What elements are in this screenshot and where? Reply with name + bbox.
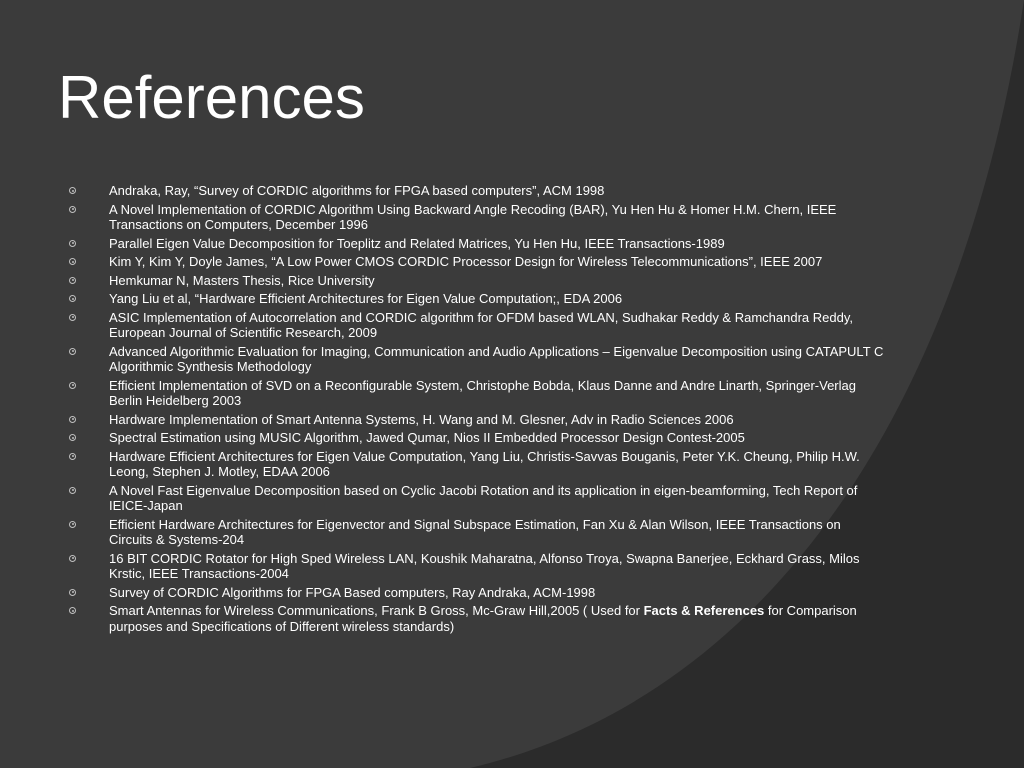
- circle-dot-icon: [69, 295, 76, 302]
- reference-text: Hardware Implementation of Smart Antenna Systems, H. Wang and M. Glesner, Adv in Radio Sciences 2006: [109, 411, 734, 427]
- reference-text: 16 BIT CORDIC Rotator for High Sped Wireless LAN, Koushik Maharatna, Alfonso Troya, Swapna Banerjee, Eckhard Grass, Milos Krstic, IEEE Transactions-2004: [109, 550, 860, 581]
- reference-item: [67, 291, 887, 307]
- reference-text: Smart Antennas for Wireless Communications, Frank B Gross, Mc-Graw Hill,2005 ( Used for: [109, 603, 644, 618]
- reference-item: [67, 430, 887, 446]
- circle-dot-icon: [69, 206, 76, 213]
- circle-dot-icon: [69, 348, 76, 355]
- reference-item: [67, 378, 887, 409]
- reference-text: A Novel Fast Eigenvalue Decomposition based on Cyclic Jacobi Rotation and its application in eigen-beamforming, Tech Report of IEICE-Japan: [109, 482, 858, 513]
- circle-dot-icon: [69, 589, 76, 596]
- reference-item: [67, 517, 887, 548]
- reference-text: Hemkumar N, Masters Thesis, Rice University: [109, 272, 375, 288]
- reference-text: Andraka, Ray, “Survey of CORDIC algorithms for FPGA based computers”, ACM 1998: [109, 183, 605, 198]
- reference-bold-text: Facts & References: [643, 603, 765, 618]
- slide-title: References: [58, 64, 365, 131]
- circle-dot-icon: [69, 382, 76, 389]
- reference-item: [67, 310, 887, 341]
- reference-text: Kim Y, Kim Y, Doyle James, “A Low Power CMOS CORDIC Processor Design for Wireless Telecommunications”, IEEE 2007: [109, 254, 823, 269]
- reference-text: Efficient Hardware Architectures for Eigenvector and Signal Subspace Estimation, Fan Xu & Alan Wilson, IEEE Transactions on Circuits & Systems-204: [109, 516, 841, 547]
- circle-dot-icon: [69, 607, 76, 614]
- circle-dot-icon: [69, 240, 76, 247]
- reference-item: [67, 551, 887, 582]
- reference-text: Spectral Estimation using MUSIC Algorithm, Jawed Qumar, Nios II Embedded Processor Design Contest-2005: [109, 430, 745, 445]
- circle-dot-icon: [69, 521, 76, 528]
- reference-text: Hardware Efficient Architectures for Eigen Value Computation, Yang Liu, Christis-Savvas Bouganis, Peter Y.K. Cheung, Philip H.W. Leong, Stephen J. Motley, EDAA 2006: [109, 448, 860, 479]
- reference-text: Advanced Algorithmic Evaluation for Imaging, Communication and Audio Applications – Eigenvalue Decomposition using CATAPULT C Algorithmic Synthesis Methodology: [109, 343, 884, 374]
- reference-text: Yang Liu et al, “Hardware Efficient Architectures for Eigen Value Computation;, EDA 2006: [109, 291, 623, 306]
- reference-item: [67, 412, 887, 428]
- reference-item: [67, 449, 887, 480]
- circle-dot-icon: [69, 314, 76, 321]
- reference-item: [67, 202, 887, 233]
- reference-item: [67, 603, 887, 634]
- reference-item: [67, 254, 887, 270]
- reference-text: Efficient Implementation of SVD on a Reconfigurable System, Christophe Bobda, Klaus Danne and Andre Linarth, Springer-Verlag Berlin Heidelberg 2003: [109, 377, 856, 408]
- circle-dot-icon: [69, 187, 76, 194]
- reference-item: [67, 183, 887, 199]
- circle-dot-icon: [69, 434, 76, 441]
- reference-item: [67, 585, 887, 601]
- circle-dot-icon: [69, 416, 76, 423]
- reference-item: [67, 273, 887, 289]
- reference-list: [67, 183, 887, 637]
- reference-text: for Comparison purposes and Specifications of Different wireless standards): [109, 603, 857, 634]
- circle-dot-icon: [69, 277, 76, 284]
- reference-text: A Novel Implementation of CORDIC Algorithm Using Backward Angle Recoding (BAR), Yu Hen Hu & Homer H.M. Chern, IEEE Transactions on Computers, December 1996: [109, 201, 837, 232]
- reference-item: [67, 236, 887, 252]
- circle-dot-icon: [69, 487, 76, 494]
- reference-item: [67, 344, 887, 375]
- reference-text: ASIC Implementation of Autocorrelation and CORDIC algorithm for OFDM based WLAN, Sudhakar Reddy & Ramchandra Reddy, European Journal of Scientific Research, 2009: [109, 309, 853, 340]
- reference-item: [67, 483, 887, 514]
- circle-dot-icon: [69, 555, 76, 562]
- reference-text: Survey of CORDIC Algorithms for FPGA Based computers, Ray Andraka, ACM-1998: [109, 584, 596, 600]
- reference-text: Parallel Eigen Value Decomposition for Toeplitz and Related Matrices, Yu Hen Hu, IEEE Transactions-1989: [109, 235, 725, 251]
- circle-dot-icon: [69, 453, 76, 460]
- circle-dot-icon: [69, 258, 76, 265]
